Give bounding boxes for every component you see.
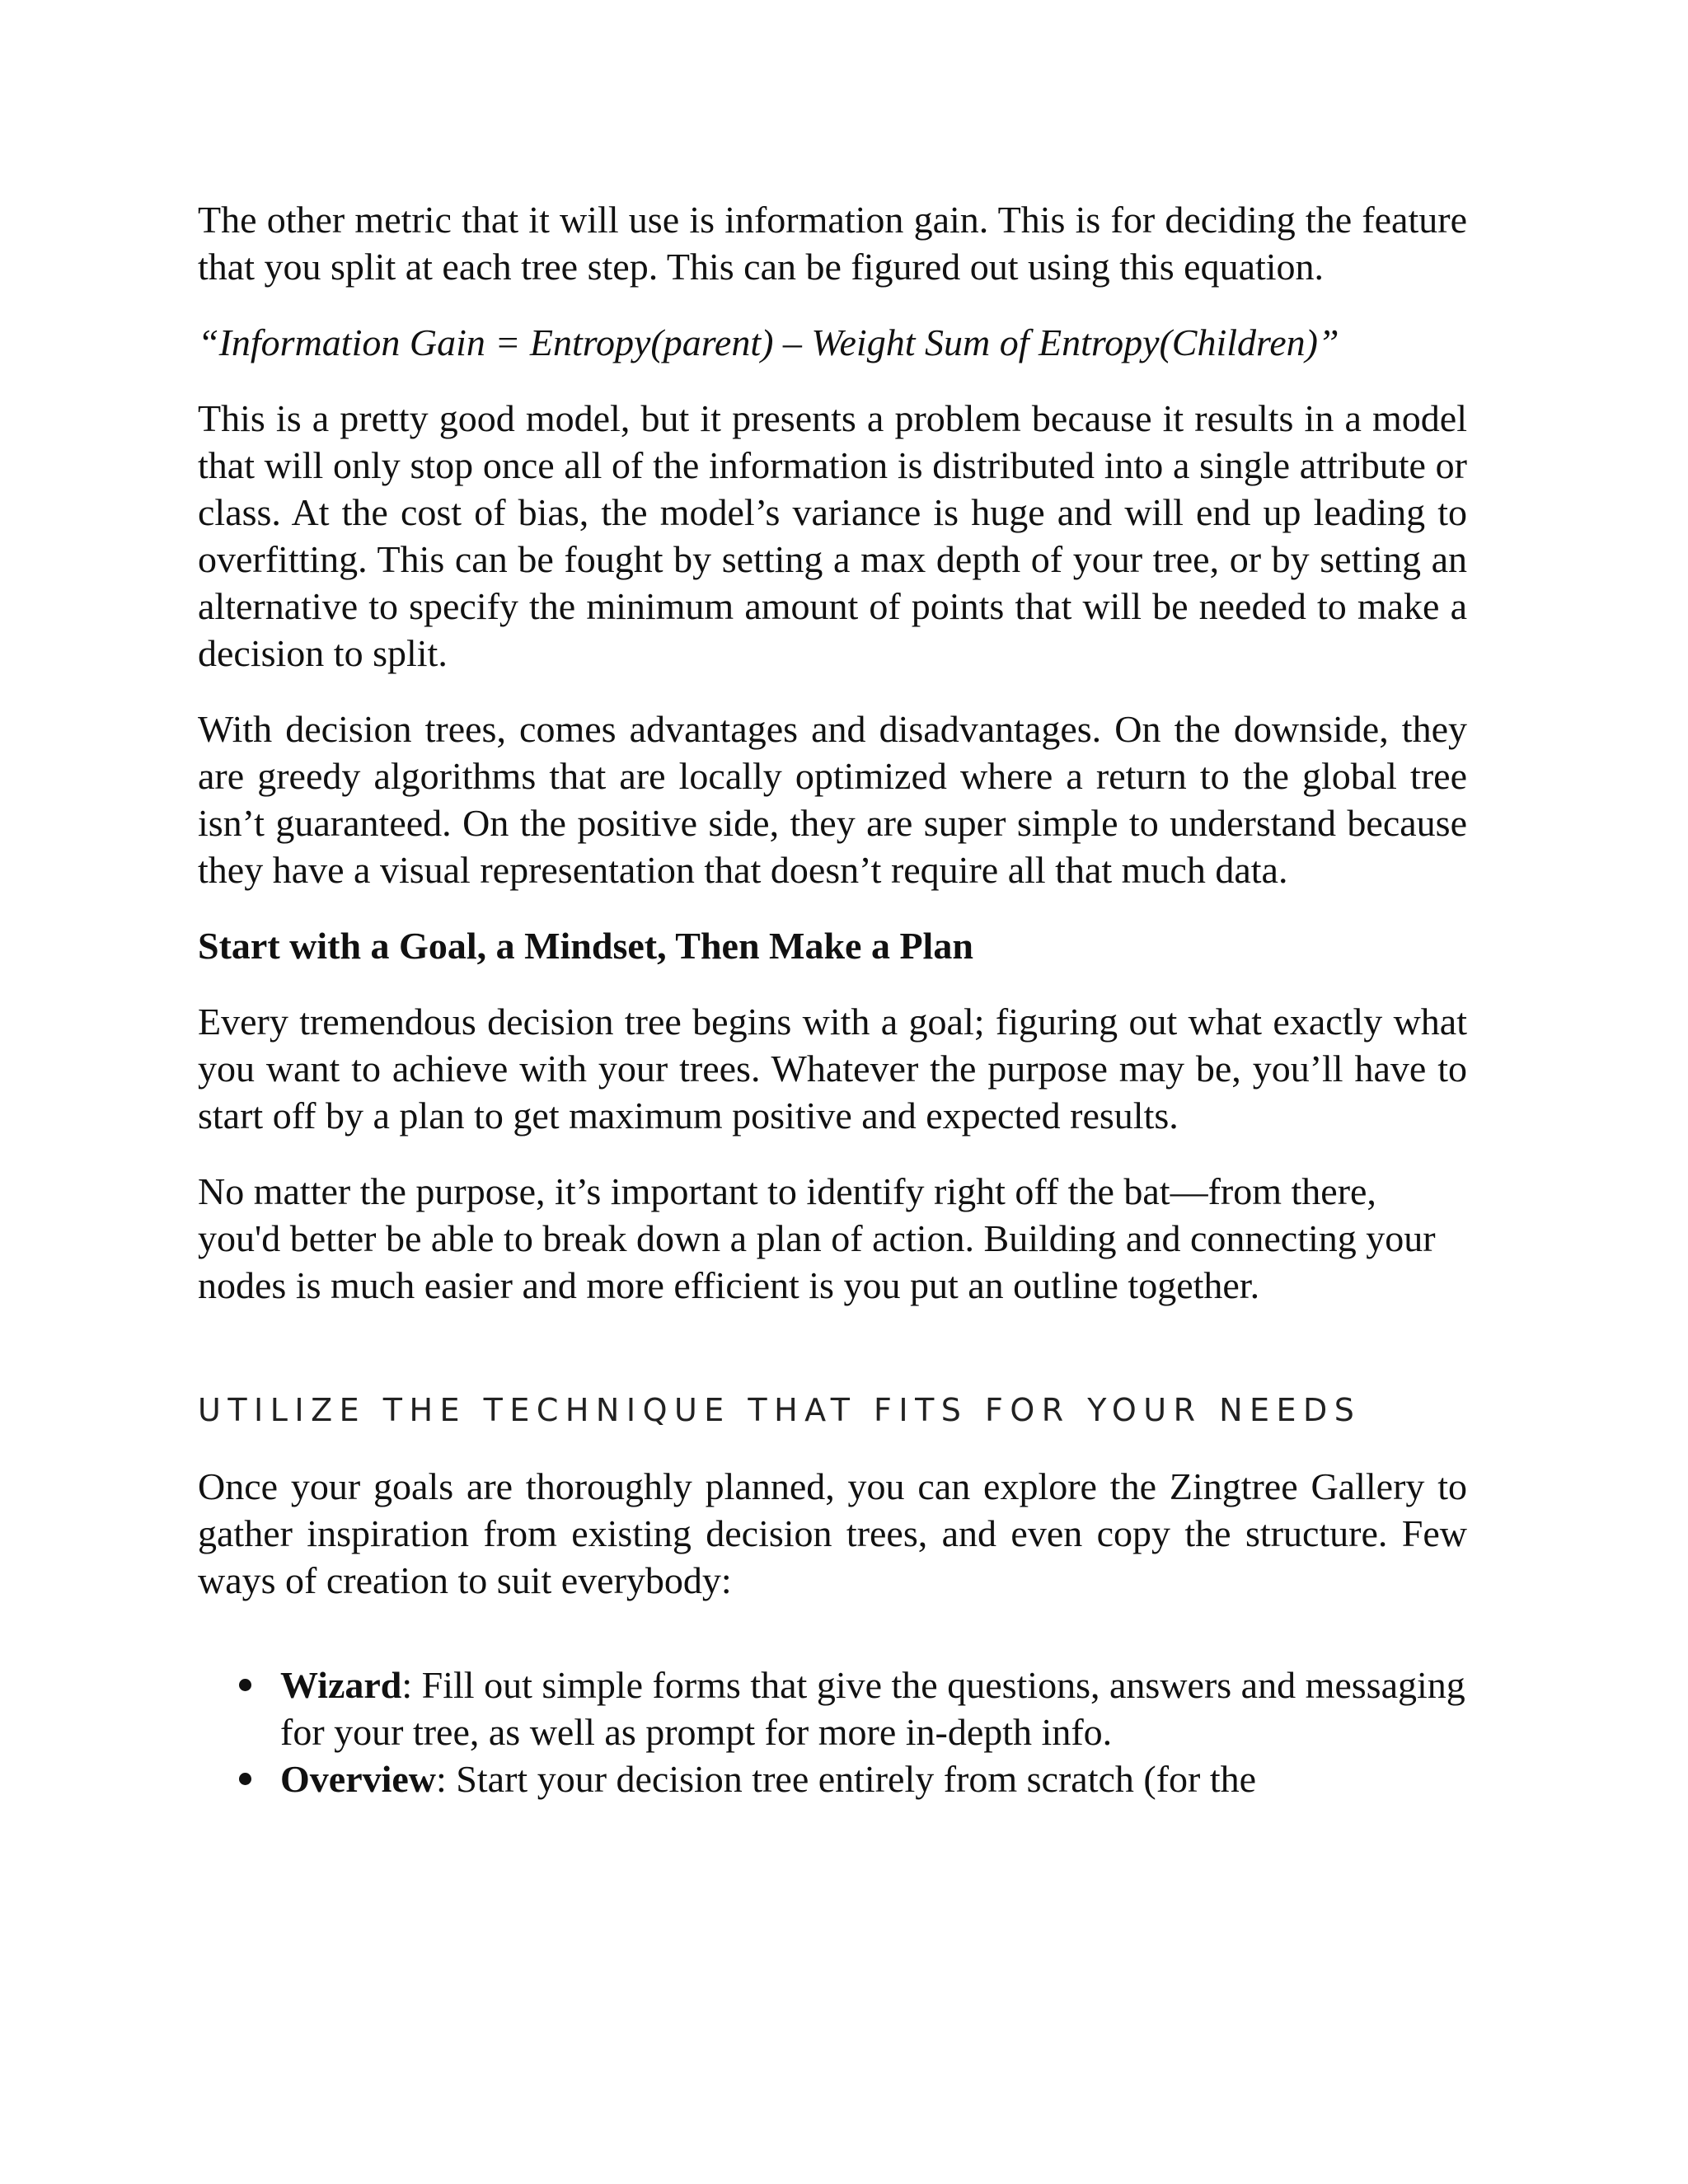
equation-quote: “Information Gain = Entropy(parent) – Weight Sum of Entropy(Children)” (198, 321, 1339, 363)
list-item-wizard (280, 1661, 1467, 1755)
paragraph-information-gain: The other metric that it will use is information gain. This is for deciding the feature that you split at each tree step. This can be figured out using this equation. (198, 199, 1467, 288)
list-item-text: : Start your decision tree entirely from scratch (for the (436, 1758, 1257, 1800)
section-heading-goal: Start with a Goal, a Mindset, Then Make a Plan (198, 925, 973, 967)
list-item-overview (280, 1755, 1467, 1802)
paragraph-goal: Every tremendous decision tree begins with a goal; figuring out what exactly what you want to achieve with your trees. Whatever the purpose may be, you’ll have to start off by a plan to get maximum positive and expected results. (198, 1001, 1467, 1137)
page-content (198, 196, 1467, 1802)
list-item-term: Overview (280, 1758, 437, 1800)
list-item-term: Wizard (280, 1664, 402, 1706)
bullet-icon (239, 1679, 251, 1691)
bullet-icon (239, 1773, 251, 1785)
paragraph-gallery: Once your goals are thoroughly planned, you can explore the Zingtree Gallery to gather inspiration from existing decision trees, and even copy the structure. Few ways of creation to suit everybody: (198, 1465, 1467, 1601)
creation-methods-list (198, 1661, 1467, 1802)
paragraph-plan: No matter the purpose, it’s important to identify right off the bat—from there, you'd better be able to break down a plan of action. Building and connecting your nodes is much easier and more efficient is you put an outline together. (198, 1170, 1436, 1306)
section-heading-technique: UTILIZE THE TECHNIQUE THAT FITS FOR YOUR NEEDS (198, 1392, 1362, 1428)
list-item-text: : Fill out simple forms that give the questions, answers and messaging for your tree, as well as prompt for more in-depth info. (280, 1664, 1465, 1753)
paragraph-overfitting: This is a pretty good model, but it presents a problem because it results in a model that will only stop once all of the information is distributed into a single attribute or class. At the cost of bias, the model’s variance is huge and will end up leading to overfitting. This can be fought by setting a max depth of your tree, or by setting an alternative to specify the minimum amount of points that will be needed to make a decision to split. (198, 397, 1467, 674)
paragraph-advantages: With decision trees, comes advantages and disadvantages. On the downside, they are greedy algorithms that are locally optimized where a return to the global tree isn’t guaranteed. On the positive side, they are super simple to understand because they have a visual representation that doesn’t require all that much data. (198, 708, 1467, 891)
